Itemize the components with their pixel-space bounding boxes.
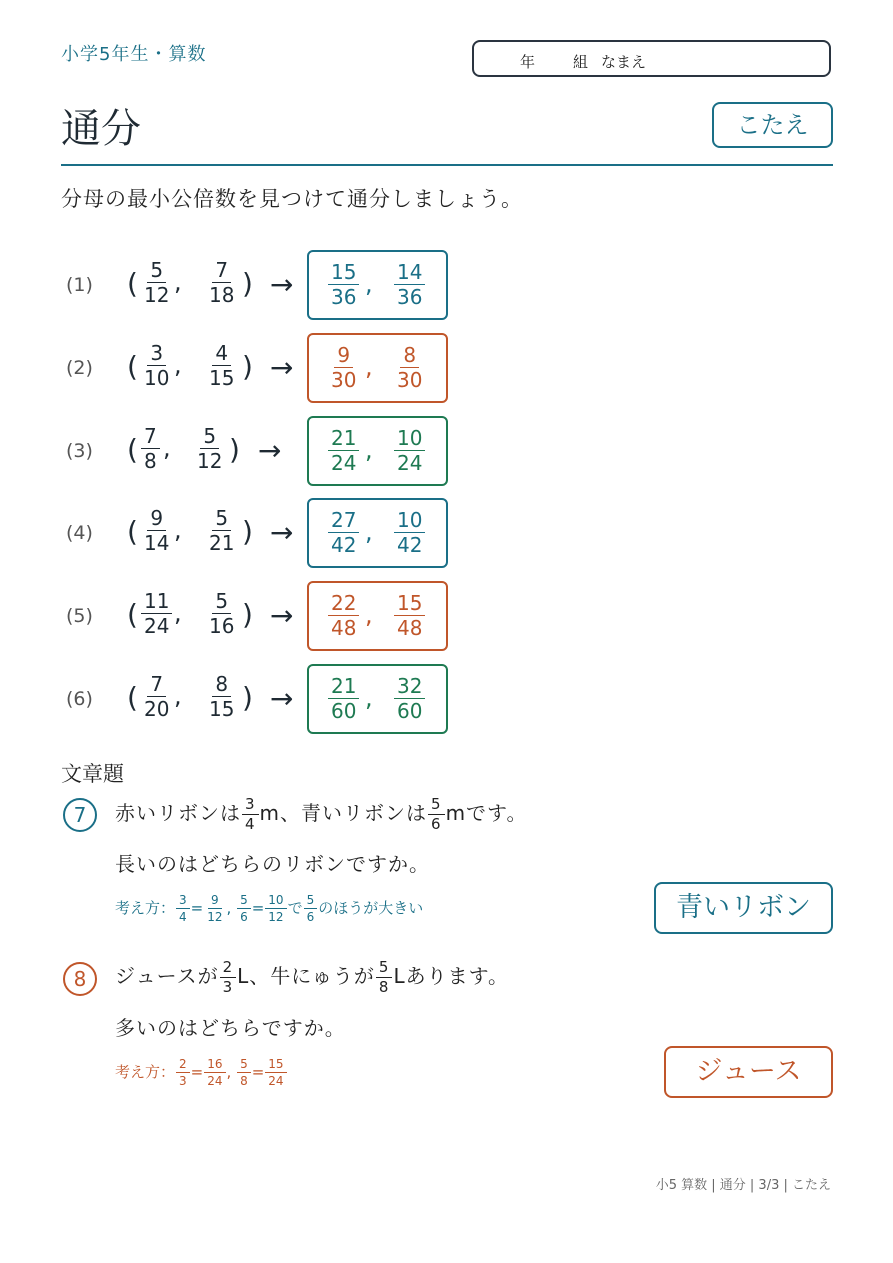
comma: , xyxy=(365,270,373,298)
open-paren: ( xyxy=(127,350,138,383)
question-7-answer: 青いリボン xyxy=(654,882,833,934)
answer-key-badge: こたえ xyxy=(712,102,833,148)
comma: , xyxy=(174,351,182,379)
question-8-line-1: ジュースが $\frac{2}{3}$ L、牛にゅうが $\frac{5}{8}$ Lあります。 xyxy=(115,958,509,996)
answer-box xyxy=(307,581,448,651)
fraction-b: $\frac{5}{21}$ xyxy=(209,506,235,555)
answer-fraction-b: $\frac{32}{60}$ xyxy=(394,676,425,721)
problem-number: (2) xyxy=(66,357,93,379)
arrow-icon: → xyxy=(258,434,282,467)
page-footer: 小5 算数 | 通分 | 3/3 | こたえ xyxy=(655,1178,831,1193)
fraction-a: $\frac{11}{24}$ xyxy=(141,591,172,636)
close-paren: ) xyxy=(242,598,253,631)
comma: , xyxy=(174,682,182,710)
open-paren: ( xyxy=(127,267,138,300)
fraction: $\frac{5}{8}$ xyxy=(376,960,393,995)
close-paren: ) xyxy=(242,350,253,383)
grade-subject-label: 小学5年生・算数 xyxy=(61,44,207,65)
comma: , xyxy=(365,518,373,546)
problem-row xyxy=(0,333,893,403)
question-8-hint: 考え方： $\frac{2}{3}$ = $\frac{16}{24}$ , $\frac{5}{8}$ = $\frac{15}{24}$ xyxy=(115,1058,288,1087)
question-7-hint: 考え方： $\frac{3}{4}$ = $\frac{9}{12}$ , $\frac{5}{6}$ = $\frac{10}{12}$ で $\frac{5}{6}$ のほうが大きい xyxy=(115,893,424,924)
arrow-icon: → xyxy=(270,351,294,384)
answer-fraction-b: $\frac{10}{24}$ xyxy=(394,428,425,473)
fraction-a: $\frac{7}{20}$ xyxy=(144,672,170,721)
answer-fraction-a: $\frac{21}{60}$ xyxy=(328,676,359,721)
question-7-number: 7 xyxy=(63,798,97,832)
open-paren: ( xyxy=(127,433,138,466)
fraction: $\frac{5}{6}$ xyxy=(428,797,445,832)
fraction-a: $\frac{3}{10}$ xyxy=(144,341,170,390)
word-problem-heading: 文章題 xyxy=(61,762,124,786)
problem-row xyxy=(0,581,893,651)
problem-row xyxy=(0,416,893,486)
comma: , xyxy=(365,684,373,712)
question-8-answer: ジュース xyxy=(664,1046,833,1098)
fraction-b: $\frac{8}{15}$ xyxy=(209,672,235,721)
fraction-a: $\frac{7}{8}$ xyxy=(141,426,160,471)
arrow-icon: → xyxy=(270,516,294,549)
close-paren: ) xyxy=(242,267,253,300)
problem-number: (3) xyxy=(66,440,93,462)
page-title: 通分 xyxy=(61,106,141,152)
question-8-line-2: 多いのはどちらですか。 xyxy=(115,1016,346,1040)
answer-box xyxy=(307,664,448,734)
fraction: $\frac{3}{4}$ xyxy=(242,797,259,832)
open-paren: ( xyxy=(127,681,138,714)
answer-fraction-b: $\frac{14}{36}$ xyxy=(394,262,425,307)
comma: , xyxy=(365,601,373,629)
problem-row xyxy=(0,498,893,568)
arrow-icon: → xyxy=(270,682,294,715)
problem-row xyxy=(0,664,893,734)
answer-box xyxy=(307,416,448,486)
comma: , xyxy=(163,434,171,462)
comma: , xyxy=(365,353,373,381)
answer-fraction-b: $\frac{8}{30}$ xyxy=(397,343,423,392)
comma: , xyxy=(365,436,373,464)
fraction-a: $\frac{9}{14}$ xyxy=(144,506,170,555)
fraction-b: $\frac{4}{15}$ xyxy=(209,341,235,390)
question-7-line-1: 赤いリボンは $\frac{3}{4}$ m、青いリボンは $\frac{5}{6}$ mです。 xyxy=(115,795,528,833)
question-8-number: 8 xyxy=(63,962,97,996)
answer-fraction-b: $\frac{15}{48}$ xyxy=(394,593,425,638)
comma: , xyxy=(174,268,182,296)
answer-fraction-a: $\frac{15}{36}$ xyxy=(328,262,359,307)
close-paren: ) xyxy=(242,515,253,548)
answer-fraction-a: $\frac{27}{42}$ xyxy=(328,510,359,555)
fraction: $\frac{2}{3}$ xyxy=(220,960,237,995)
question-7-line-2: 長いのはどちらのリボンですか。 xyxy=(115,852,430,876)
problem-number: (5) xyxy=(66,605,93,627)
answer-fraction-a: $\frac{22}{48}$ xyxy=(328,593,359,638)
problem-number: (6) xyxy=(66,688,93,710)
answer-fraction-b: $\frac{10}{42}$ xyxy=(394,510,425,555)
close-paren: ) xyxy=(242,681,253,714)
name-label: なまえ xyxy=(601,53,647,71)
answer-box xyxy=(307,333,448,403)
arrow-icon: → xyxy=(270,599,294,632)
header-divider xyxy=(61,164,833,166)
problem-row xyxy=(0,250,893,320)
year-label: 年 xyxy=(520,53,536,71)
open-paren: ( xyxy=(127,598,138,631)
fraction-b: $\frac{5}{12}$ xyxy=(197,424,223,473)
comma: , xyxy=(174,599,182,627)
instruction-text: 分母の最小公倍数を見つけて通分しましょう。 xyxy=(61,187,523,211)
answer-box xyxy=(307,498,448,568)
open-paren: ( xyxy=(127,515,138,548)
close-paren: ) xyxy=(229,433,240,466)
comma: , xyxy=(174,516,182,544)
answer-box xyxy=(307,250,448,320)
answer-fraction-a: $\frac{21}{24}$ xyxy=(328,428,359,473)
problem-number: (4) xyxy=(66,522,93,544)
class-label: 組 xyxy=(573,53,589,71)
name-field-box[interactable] xyxy=(472,40,831,77)
arrow-icon: → xyxy=(270,268,294,301)
fraction-b: $\frac{7}{18}$ xyxy=(209,258,235,307)
fraction-b: $\frac{5}{16}$ xyxy=(209,589,235,638)
fraction-a: $\frac{5}{12}$ xyxy=(144,258,170,307)
answer-fraction-a: $\frac{9}{30}$ xyxy=(331,343,357,392)
problem-number: (1) xyxy=(66,274,93,296)
